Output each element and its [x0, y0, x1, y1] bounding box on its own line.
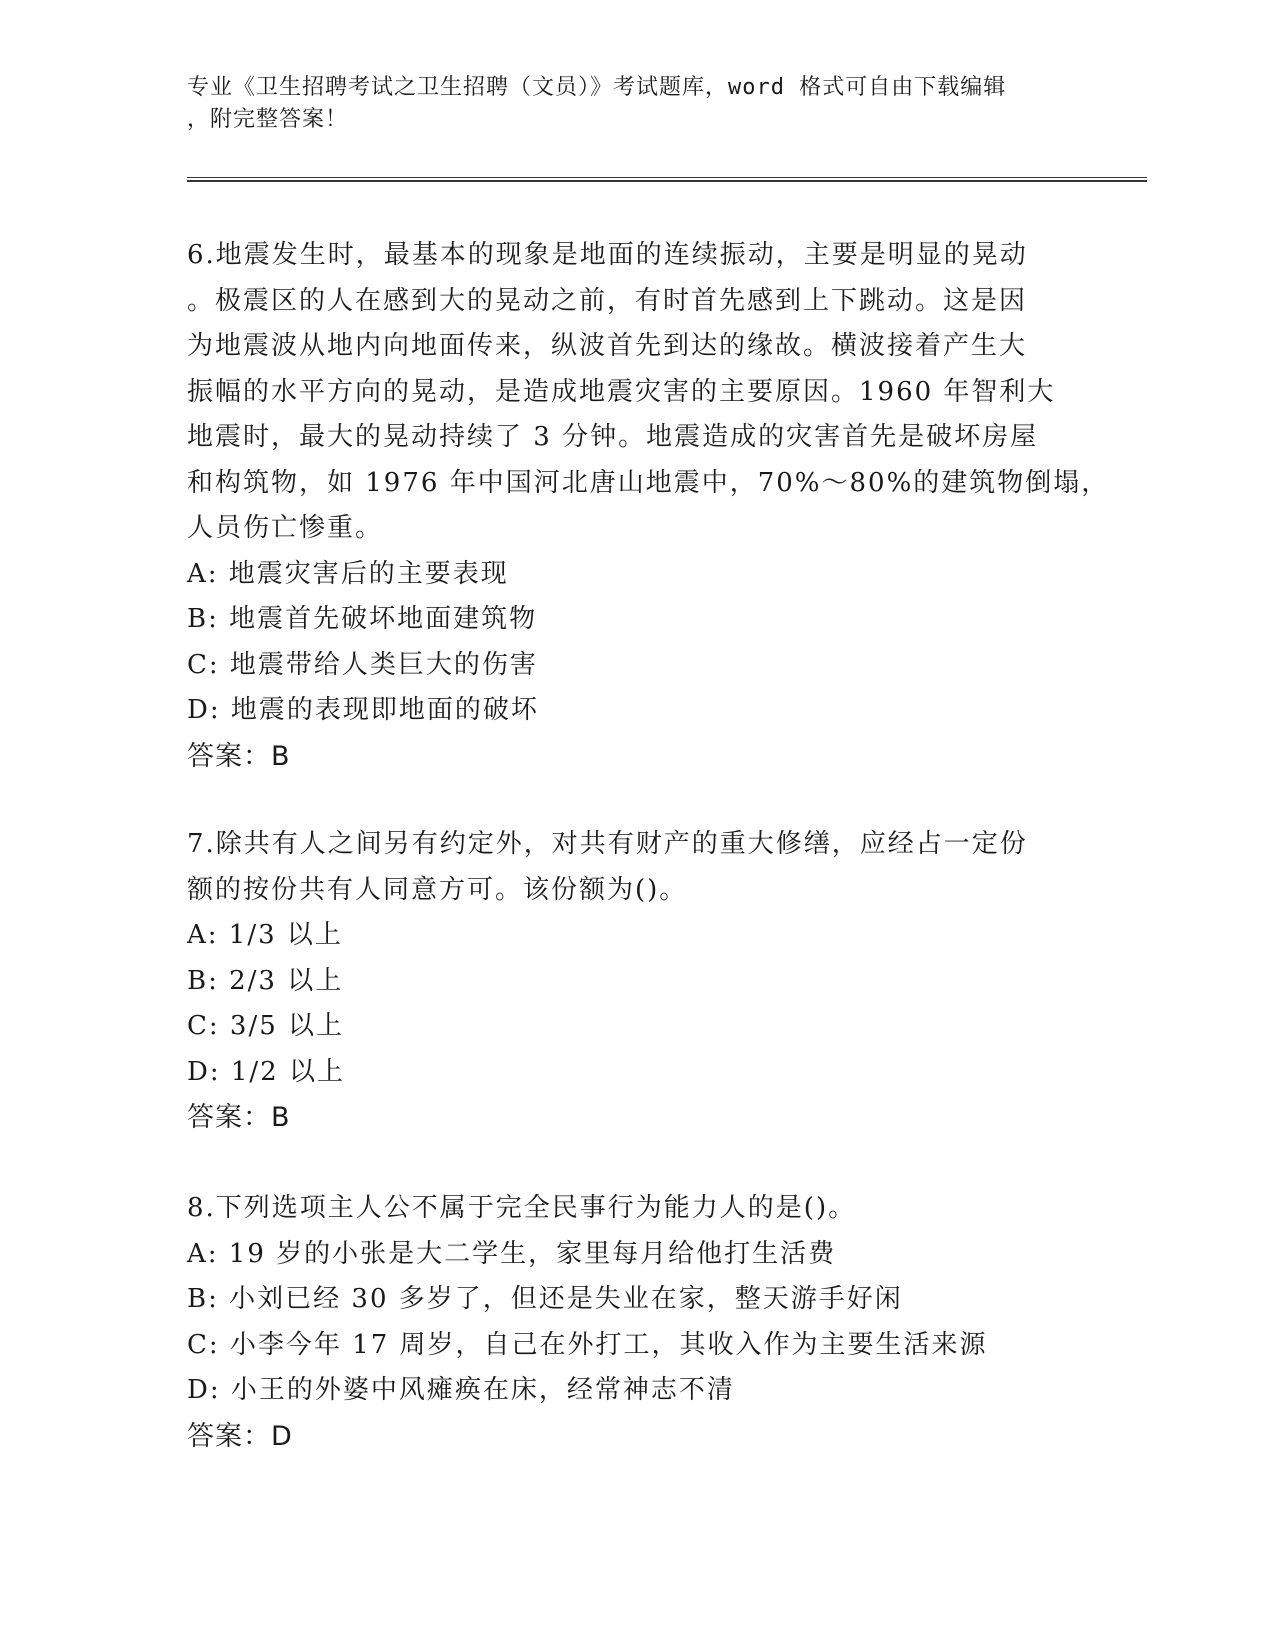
- option-a: A: 19 岁的小张是大二学生，家里每月给他打生活费: [187, 1238, 837, 1269]
- option-a: A: 地震灾害后的主要表现: [187, 558, 509, 589]
- question-stem-line: 8.下列选项主人公不属于完全民事行为能力人的是()。: [187, 1193, 857, 1223]
- question-7: [187, 822, 1067, 1141]
- option-b: B: 小刘已经 30 多岁了，但还是失业在家，整天游手好闲: [187, 1284, 903, 1314]
- header-divider-thick: [187, 180, 1147, 182]
- question-stem-line: 。极震区的人在感到大的晃动之前，有时首先感到上下跳动。这是因: [187, 285, 1028, 316]
- header-line: 专业《卫生招聘考试之卫生招聘（文员）》考试题库，word 格式可自由下载编辑: [187, 75, 1007, 100]
- option-b: B: 2/3 以上: [187, 965, 344, 996]
- question-stem-line: 7.除共有人之间另有约定外，对共有财产的重大修缮，应经占一定份: [187, 829, 1028, 859]
- answer-label: 答案：B: [187, 740, 291, 772]
- header-line: ，附完整答案！: [187, 107, 349, 132]
- question-stem-line: 人员伤亡惨重。: [187, 513, 384, 543]
- option-a: A: 1/3 以上: [187, 920, 343, 950]
- question-stem-line: 为地震波从地内向地面传来，纵波首先到达的缘故。横波接着产生大: [187, 331, 1028, 361]
- option-c: C: 地震带给人类巨大的伤害: [187, 649, 538, 680]
- option-b: B: 地震首先破坏地面建筑物: [187, 604, 538, 634]
- header-divider-thin: [187, 177, 1147, 178]
- question-stem-line: 地震时，最大的晃动持续了 3 分钟。地震造成的灾害首先是破坏房屋: [187, 422, 1039, 452]
- question-stem-line: 6.地震发生时，最基本的现象是地面的连续振动，主要是明显的晃动: [187, 240, 1028, 270]
- option-d: D: 小王的外婆中风瘫痪在床，经常神志不清: [187, 1375, 735, 1405]
- document-header: [187, 72, 1067, 136]
- answer-label: 答案：B: [187, 1102, 291, 1133]
- question-stem-line: 振幅的水平方向的晃动，是造成地震灾害的主要原因。1960 年智利大: [187, 376, 1056, 407]
- answer-label: 答案：D: [187, 1420, 293, 1452]
- question-stem-line: 和构筑物，如 1976 年中国河北唐山地震中，70%～80%的建筑物倒塌，: [187, 467, 1110, 498]
- question-8: [187, 1186, 1067, 1459]
- option-c: C: 小李今年 17 周岁，自己在外打工，其收入作为主要生活来源: [187, 1329, 988, 1360]
- question-6: [187, 233, 1110, 779]
- option-c: C: 3/5 以上: [187, 1011, 345, 1041]
- question-stem-line: 额的按份共有人同意方可。该份额为()。: [187, 874, 688, 905]
- option-d: D: 地震的表现即地面的破坏: [187, 695, 539, 725]
- option-d: D: 1/2 以上: [187, 1056, 345, 1087]
